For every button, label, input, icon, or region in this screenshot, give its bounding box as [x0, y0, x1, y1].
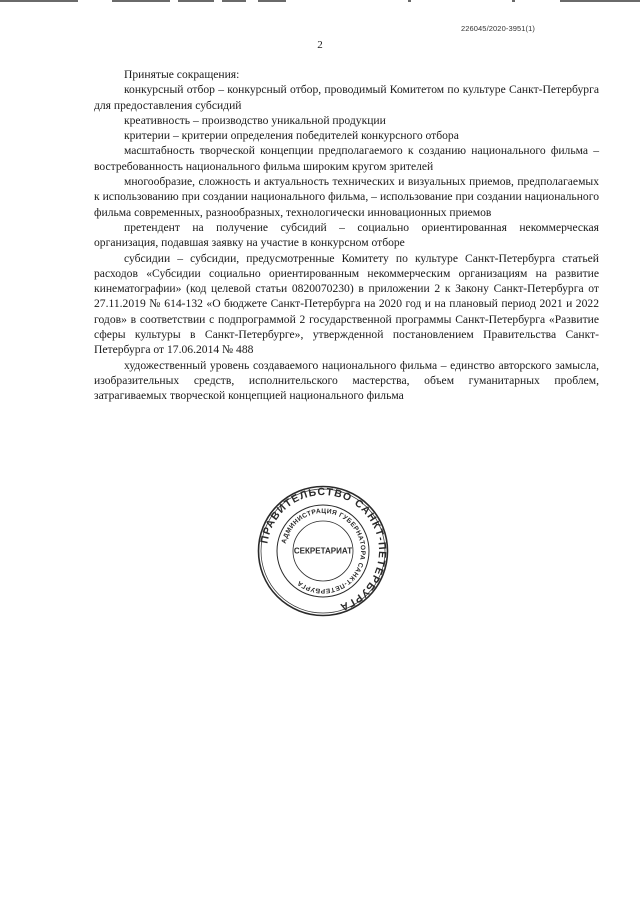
- paragraph-kriterii: критерии – критерии определения победителей конкурсного отбора: [124, 129, 459, 143]
- abbreviations-heading: Принятые сокращения:: [124, 68, 240, 81]
- paragraph-pretendent: претендент на получение субсидий – социально ориентированная некоммерческая организация, подавшая заявку на участие в конкурсном отборе: [94, 220, 599, 250]
- document-id: 226045/2020-3951(1): [460, 24, 535, 33]
- official-seal-stamp: [257, 485, 389, 617]
- seal-center-text: СЕКРЕТАРИАТ: [293, 546, 353, 556]
- paragraph-subsidii: субсидии – субсидии, предусмотренные Комитету по культуре Санкт-Петербурга статьей расходов «Субсидии социально ориентированным некоммерческим организациям на развитие кинематографии» (код целевой статьи 0820070230) в приложении 2 к Закону Санкт-Петербурга от 27.11.2019 № 614-132 «О бюджете Санкт-Петербурга на 2020 год и на плановый период 2021 и 2022 годов» в соответствии с подпрограммой 2 государственной программы Санкт-Петербурга «Развитие сферы культуры в Санкт-Петербурге», утвержденной постановлением Правительства Санкт-Петербурга от 17.06.2014 № 488: [94, 251, 599, 357]
- document-body: [94, 67, 599, 404]
- paragraph-masshtabnost: масштабность творческой концепции предполагаемого к созданию национального фильма – востребованность национального фильма широким кругом зрителей: [94, 144, 599, 173]
- seal-inner-text: АДМИНИСТРАЦИЯ ГУБЕРНАТОРА САНКТ-ПЕТЕРБУРГА: [280, 507, 367, 595]
- seal-outer-text: ПРАВИТЕЛЬСТВО САНКТ-ПЕТЕРБУРГА: [258, 485, 389, 614]
- paragraph-mnogoobrazie: многообразие, сложность и актуальность технических и визуальных приемов, предполагаемых к использованию при создании национального фильма, – использование при создании национального фильма современных, разнообразных, технологически инновационных приемов: [94, 175, 599, 219]
- page-number: 2: [317, 39, 323, 51]
- top-scan-rules: [0, 0, 640, 4]
- paragraph-kreativnost: креативность – производство уникальной продукции: [124, 113, 386, 127]
- paragraph-konkursny-otbor: конкурсный отбор – конкурсный отбор, проводимый Комитетом по культуре Санкт-Петербурга для предоставления субсидий: [94, 83, 599, 112]
- paragraph-hudozhestvenny-uroven: художественный уровень создаваемого национального фильма – единство авторского замысла, изобразительных средств, исполнительского мастерства, объем гуманитарных проблем, затрагиваемых творческой концепцией национального фильма: [94, 358, 599, 403]
